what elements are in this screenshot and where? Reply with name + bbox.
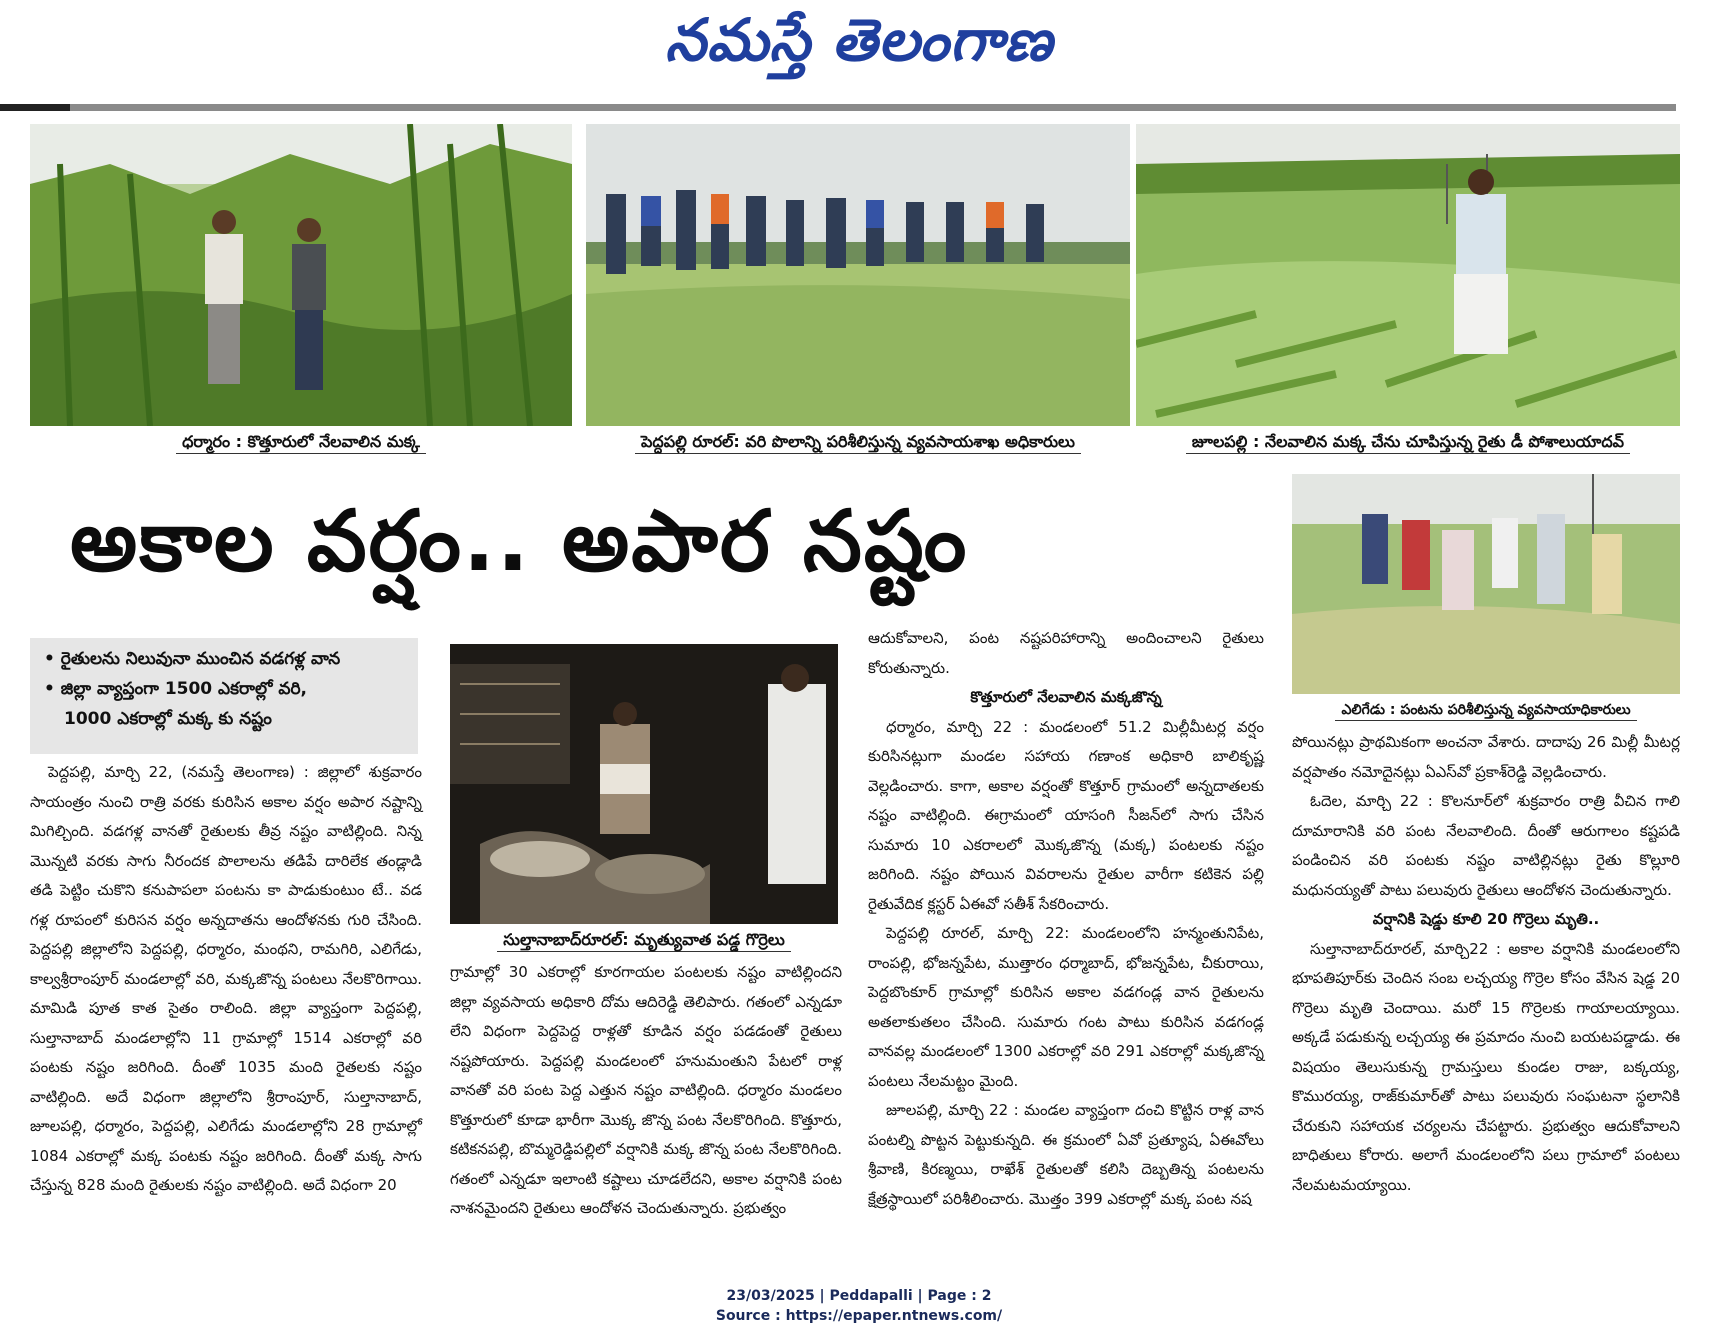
subheading: కొత్తూరులో నేలవాలిన మక్కజొన్న	[970, 688, 1162, 706]
highlights-box	[30, 638, 418, 754]
highlight-item: 1000 ఎకరాల్లో మక్క కు నష్టం	[64, 709, 272, 729]
masthead-rule	[0, 104, 1676, 111]
photo-caption: జూలపల్లి : నేలవాలిన మక్క చేను చూపిస్తున్న రైతు డీ పోశాలుయాదవ్	[1136, 432, 1680, 455]
subheading: వర్షానికి షెడ్డు కూలి 20 గొర్రెలు మృతి..	[1372, 910, 1600, 928]
footer-date-page: 23/03/2025 | Peddapalli | Page : 2	[726, 1288, 992, 1304]
highlight-item: • జిల్లా వ్యాప్తంగా 1500 ఎకరాల్లో వరి,	[44, 679, 307, 699]
headline: అకాల వర్షం.. అపార నష్టం	[70, 492, 969, 590]
photo-julapalli-farmer	[1136, 124, 1680, 426]
photo-caption: పెద్దపల్లి రూరల్: వరి పొలాన్ని పరిశీలిస్తున్న వ్యవసాయశాఖ అధికారులు	[586, 432, 1130, 455]
photo-dharmaram-maize	[30, 124, 572, 426]
newspaper-title: నమస్తే తెలంగాణ	[665, 6, 1053, 74]
highlight-item: • రైతులను నిలువునా ముంచిన వడగళ్ల వాన	[44, 649, 341, 669]
footer-source: Source : https://epaper.ntnews.com/	[715, 1308, 1003, 1324]
article-column-3: ఆదుకోవాలని, పంట నష్టపరిహారాన్ని అందించాలని రైతులు కోరుతున్నారు. కొత్తూరులో నేలవాలిన మక్కజొన్న ధర్మారం, మార్చి 22 : మండలంలో 51.2 మిల్లీమీటర్ల వర్షం కురిసినట్లుగా మండల సహాయ గణాంక అధికారి బాలికృష్ణ వెల్లడించారు. కాగా, అకాల వర్షంతో కొత్తూర్ గ్రామంలో అన్నదాతలకు నష్టం వాటిల్లింది. ఈగ్రామంలో యాసంగి సీజన్‌లో సాగు చేసిన సుమారు 10 ఎకరాలలో మొక్కజొన్న (మక్క) పంటలకు నష్టం జరిగింది. నష్టం పోయిన వివరాలను రైతుల వారీగా కటికెన పల్లి రైతువేదిక క్లస్టర్ ఏఈవో సతీశ్ సేకరించారు. పెద్దపల్లి రూరల్, మార్చి 22: మండలంలోని హన్మంతునిపేట, రాంపల్లి, భోజన్నపేట, ముత్తారం ధర్మాబాద్, భోజన్నపేట, చీకురాయి, పెద్దబొంకూర్ గ్రామాల్లో కురిసిన అకాల వడగండ్ల వాన రైతులను అతలాకుతలం చేసింది. సుమారు గంట పాటు కురిసిన వడగండ్ల వానవల్ల మండలంలో 1300 ఎకరాల్లో వరి 291 ఎకరాల్లో మక్కజొన్న పంటలు నేలమట్టం మైంది. జూలపల్లి, మార్చి 22 : మండల వ్యాప్తంగా దంచి కొట్టిన రాళ్ల వాన పంటల్ని పొట్టన పెట్టుకున్నది. ఈ క్రమంలో ఏవో ప్రత్యూష, ఏఈవోలు శ్రీవాణి, కిరణ్మయి, రాఖేశ్ రైతులతో కలిసి దెబ్బతిన్న పంటలను క్షేత్రస్థాయిలో పరిశీలించారు. మొత్తం 399 ఎకరాల్లో మక్క పంట నష	[868, 629, 1264, 1208]
article-column-4: పోయినట్లు ప్రాథమికంగా అంచనా వేశారు. దాదాపు 26 మిల్లీ మీటర్ల వర్షపాతం నమోదైనట్లు ఏఎస్‌వో ప్రకాశ్‌రెడ్డి వెల్లడించారు. ఓదెల, మార్చి 22 : కొలనూర్‌లో శుక్రవారం రాత్రి వీచిన గాలి దూమారానికి వరి పంట నేలవాలింది. దీంతో ఆరుగాలం కష్టపడి పండించిన వరి పంటకు నష్టం వాటిల్లినట్లు రైతు కొల్లూరి మధునయ్యతో పాటు పలువురు రైతులు ఆందోళన చెందుతున్నారు. వర్షానికి షెడ్డు కూలి 20 గొర్రెలు మృతి.. సుల్తానాబాద్‌రూరల్, మార్చి22 : అకాల వర్షానికి మండలంలోని భూపతిపూర్‌కు చెందిన సంబ లచ్చయ్య గొర్రెల కోసం వేసిన షెడ్డ 20 గొర్రెలు మృతి చెందాయి. మరో 15 గొర్రెలకు గాయాలయ్యాయి. అక్కడే పడుకున్న లచ్చయ్య ఈ ప్రమాదం నుంచి బయటపడ్డాడు. ఈ విషయం తెలుసుకున్న గ్రామస్తులు కుండల రాజు, బక్కయ్య, కొమురయ్య, రాజ్‌కుమార్‌తో పాటు పలువురు సంఘటనా స్థలానికి చేరుకుని సహాయక చర్యలను చేపట్టారు. ప్రభుత్వం ఆదుకోవాలని బాధితులు కోరారు. అలాగే మండలంలోని పలు గ్రామాలో పంటలు నేలమటమయ్యాయి.	[1292, 733, 1680, 1194]
photo-caption: ఎలిగేడు : పంటను పరిశీలిస్తున్న వ్యవసాయాధికారులు	[1292, 702, 1680, 721]
article-column-2: గ్రామాల్లో 30 ఎకరాల్లో కూరగాయల పంటలకు నష్టం వాటిల్లిందని జిల్లా వ్యవసాయ అధికారి దోమ ఆదిరెడ్డి తెలిపారు. గతంలో ఎన్నడూ లేని విధంగా పెద్దపెద్ద రాళ్లతో కూడిన వర్షం పడడంతో రైతులు నష్టపోయారు. పెద్దపల్లి మండలంలో హనుమంతుని పేటలో రాళ్ల వానతో వరి పంట పెద్ద ఎత్తున నష్టం వాటిల్లింది. ధర్మారం మండలం కొత్తూరులో కూడా భారీగా మొక్క జొన్న పంట నేలకొరిగింది. కొత్తూరు, కటికనపల్లి, బొమ్మరెడ్డిపల్లిలో వర్షానికి మక్క జొన్న పంట నేలకొరిగింది. గతంలో ఎన్నడూ ఇలాంటి కష్టాలు చూడలేదని, అకాల వర్షానికి పంట నాశనమైందని రైతులు ఆందోళన చెందుతున్నారు. ప్రభుత్వం	[450, 963, 842, 1217]
photo-caption: సుల్తానాబాద్‌రూరల్: మృత్యువాత పడ్డ గొర్రెలు	[450, 930, 838, 953]
photo-caption: ధర్మారం : కొత్తూరులో నేలవాలిన మక్క	[30, 432, 572, 455]
page-footer	[0, 1286, 1718, 1326]
masthead	[0, 0, 1718, 100]
photo-sultanabad-sheep	[450, 644, 838, 924]
article-column-1: పెద్దపల్లి, మార్చి 22, (నమస్తే తెలంగాణ) : జిల్లాలో శుక్రవారం సాయంత్రం నుంచి రాత్రి వరకు కురిసిన అకాల వర్షం అపార నష్టాన్ని మిగిల్చింది. వడగళ్ల వానతో రైతులకు తీవ్ర నష్టం వాటిల్లింది. నిన్న మొన్నటి వరకు సాగు నీరందక పొలాలను తడిపే దారిలేక తండ్లాడి తడి పెట్టిం చుకొని కనుపాపలా పంటను కా పాడుకుంటుం టే.. వడ గళ్ల రూపంలో కురిసన వర్షం అన్నదాతను ఆందోళనకు గురి చేసింది. పెద్దపల్లి జిల్లాలోని పెద్దపల్లి, ధర్మారం, మంథని, రామగిరి, ఎలిగేడు, కాల్వశ్రీరాంపూర్ మండలాల్లో వరి, మక్కజొన్న పంటలు నేలకొరిగాయి. మామిడి పూత కాత సైతం రాలింది. జిల్లా వ్యాప్తంగా పెద్దపల్లి, సుల్తానాబాద్ మండలాల్లోని 11 గ్రామాల్లో 1514 ఎకరాల్లో వరి పంటకు నష్టం జరిగింది. దీంతో 1035 మంది రైతలకు నష్టం వాటిల్లింది. అదే విధంగా జిల్లాలోని శ్రీరాంపూర్, సుల్తానాబాద్, జూలపల్లి, ధర్మారం, పెద్దపల్లి, ఎలిగేడు మండలాల్లోని 28 గ్రామాల్లో 1084 ఎకరాల్లో మక్క పంటకు నష్టం జరిగింది. దీంతో మక్క సాగు చేస్తున్న 828 మంది రైతులకు నష్టం వాటిల్లింది. అదే విధంగా 20	[30, 763, 422, 1194]
photo-eligedu-officials	[1292, 474, 1680, 694]
photo-paddy-officials	[586, 124, 1130, 426]
